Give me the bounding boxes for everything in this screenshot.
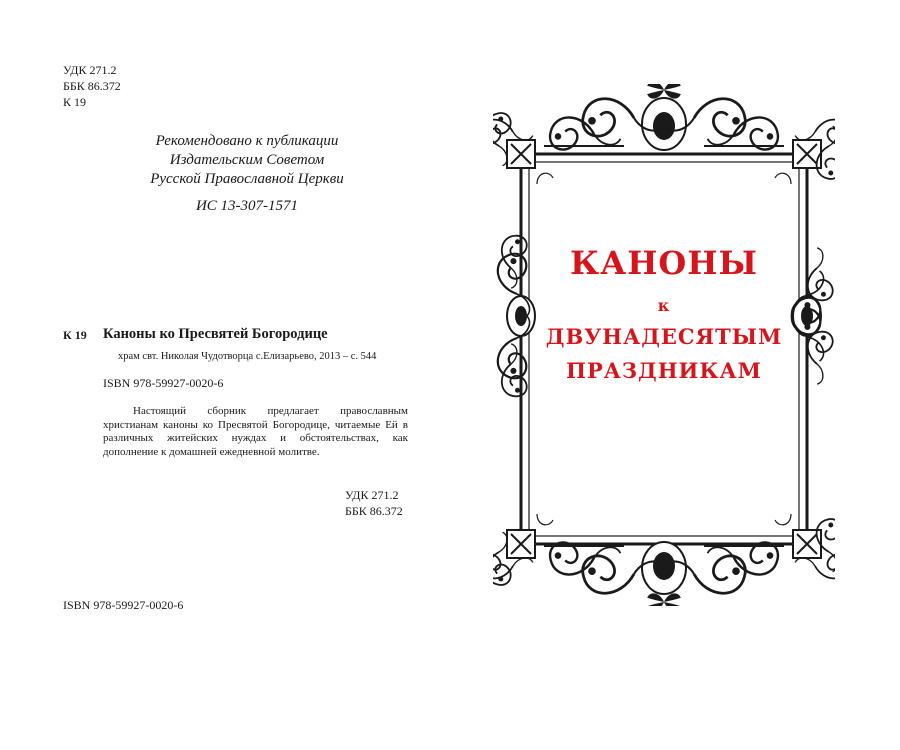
cover-title-line-4: ПРАЗДНИКАМ: [566, 358, 762, 383]
cover-title-line-1: КАНОНЫ: [570, 244, 758, 282]
bbk-bottom: ББК 86.372: [345, 504, 403, 518]
udk-bottom: УДК 271.2: [345, 488, 399, 502]
isbn-bottom: ISBN 978-59927-0020-6: [63, 598, 184, 612]
book-title: Каноны ко Пресвятей Богородице: [103, 326, 328, 342]
annotation-text: Настоящий сборник предлагает православным христианам каноны ко Пресвятой Богородице, читаемые Ей в различных житейских нуждах и обстоятельствах, как дополнение к домашней ежедневной молитве.: [103, 405, 408, 458]
approval-line-2: Издательским Советом: [169, 152, 325, 168]
cover-frame: [493, 84, 835, 606]
cover-title-line-2: к: [657, 296, 671, 315]
bbk-top: ББК 86.372: [63, 79, 121, 93]
approval-line-1: Рекомендовано к публикации: [155, 133, 339, 149]
book-code: К 19: [63, 328, 87, 342]
approval-line-3: Русской Православной Церкви: [150, 171, 344, 187]
publisher-line: храм свт. Николая Чудотворца с.Елизарьево, 2013 – с. 544: [118, 351, 377, 362]
isbn-main: ISBN 978-59927-0020-6: [103, 376, 224, 390]
approval-block: [97, 132, 397, 216]
approval-code: ИС 13-307-1571: [195, 198, 299, 214]
udk-top: УДК 271.2: [63, 63, 117, 77]
author-mark-top: К 19: [63, 95, 87, 109]
cover-title-line-3: ДВУНАДЕСЯТЫМ: [545, 324, 783, 349]
